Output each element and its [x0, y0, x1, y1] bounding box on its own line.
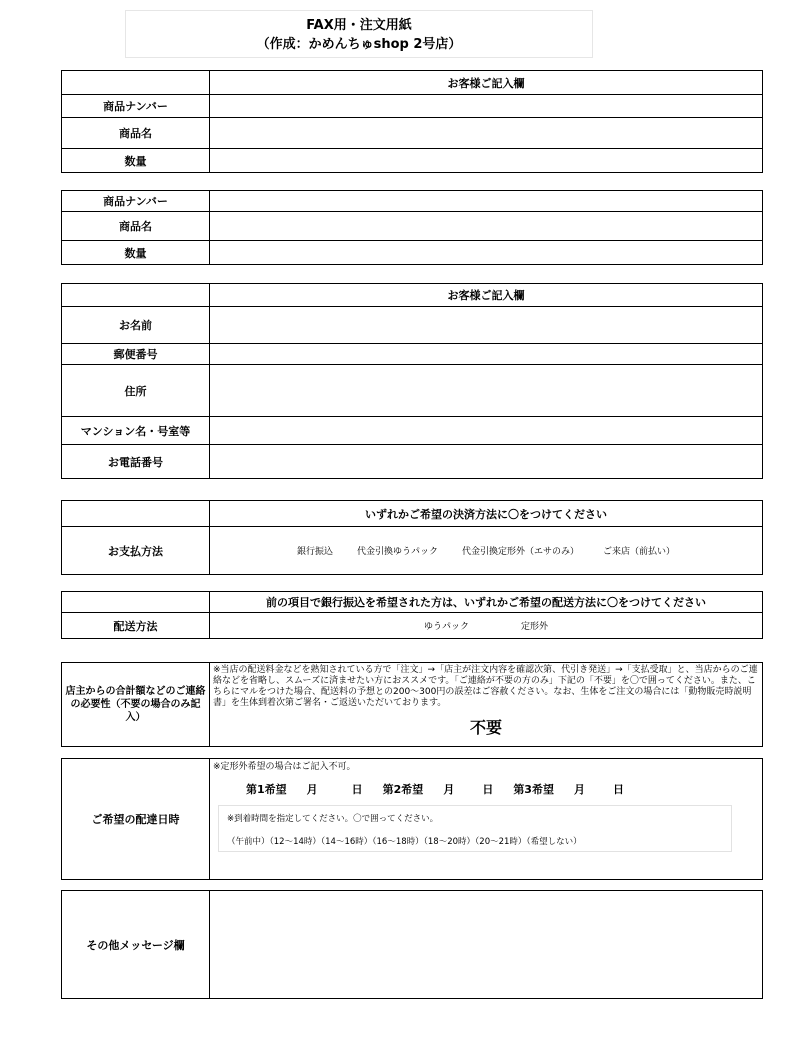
message-field[interactable] [210, 891, 763, 999]
quantity-label: 数量 [62, 241, 210, 265]
contact-cell [210, 663, 763, 747]
month-2[interactable]: 月 [443, 783, 455, 796]
product-table-2 [61, 190, 763, 265]
day-2[interactable]: 日 [482, 783, 494, 796]
product-number-label: 商品ナンバー [62, 191, 210, 212]
name-label: お名前 [62, 307, 210, 344]
quantity-label: 数量 [62, 149, 210, 173]
product-name-label: 商品名 [62, 118, 210, 149]
time-box [218, 805, 732, 852]
blank-cell [62, 284, 210, 307]
product-name-field[interactable] [210, 212, 763, 241]
product-table-1 [61, 70, 763, 173]
title-box [125, 10, 593, 58]
building-field[interactable] [210, 417, 763, 445]
zip-label: 郵便番号 [62, 344, 210, 365]
title-line1: FAX用・注文用紙 [306, 18, 412, 33]
time-options[interactable]: （午前中）（12～14時）（14～16時）（16～18時）（18～20時）（20～21時）（希望しない） [227, 837, 582, 847]
third-choice-label: 第3希望 [513, 783, 554, 796]
blank-cell [62, 501, 210, 527]
name-field[interactable] [210, 307, 763, 344]
month-1[interactable]: 月 [306, 783, 318, 796]
shipping-option-teikeigai[interactable]: 定形外 [521, 622, 549, 632]
zip-field[interactable] [210, 344, 763, 365]
shipping-table [61, 591, 763, 639]
delivery-note: ※定形外希望の場合はご記入不可。 [213, 762, 356, 772]
delivery-label: ご希望の配達日時 [62, 759, 210, 880]
blank-cell [62, 592, 210, 613]
contact-label: 店主からの合計額などのご連絡の必要性（不要の場合のみ記入） [62, 663, 210, 747]
shipping-option-yupack[interactable]: ゆうパック [423, 622, 469, 632]
product-number-field[interactable] [210, 95, 763, 118]
quantity-field[interactable] [210, 149, 763, 173]
first-choice-label: 第1希望 [246, 783, 287, 796]
message-table [61, 890, 763, 999]
month-3[interactable]: 月 [573, 783, 585, 796]
shipping-header: 前の項目で銀行振込を希望された方は、いずれかご希望の配送方法に〇をつけてください [210, 592, 763, 613]
message-label: その他メッセージ欄 [62, 891, 210, 999]
product-number-field[interactable] [210, 191, 763, 212]
building-label: マンション名・号室等 [62, 417, 210, 445]
title-line2: （作成：かめんちゅshop 2号店） [256, 37, 462, 52]
payment-option-cod-teikeigai[interactable]: 代金引換定形外（エサのみ） [462, 547, 580, 557]
payment-label: お支払方法 [62, 527, 210, 575]
customer-header: お客様ご記入欄 [210, 71, 763, 95]
address-field[interactable] [210, 365, 763, 417]
shipping-label: 配送方法 [62, 613, 210, 639]
payment-options [210, 527, 763, 575]
day-3[interactable]: 日 [612, 783, 624, 796]
date-preferences [246, 781, 762, 797]
customer-table [61, 283, 763, 479]
payment-table [61, 500, 763, 575]
contact-table [61, 662, 763, 747]
not-needed-option[interactable]: 不要 [469, 718, 502, 737]
delivery-cell [210, 759, 763, 880]
address-label: 住所 [62, 365, 210, 417]
product-number-label: 商品ナンバー [62, 95, 210, 118]
payment-header: いずれかご希望の決済方法に〇をつけてください [210, 501, 763, 527]
contact-note: ※当店の配送料金などを熟知されている方で「注文」→「店主が注文内容を確認次第、代引き発送」→「支払受取」と、当店からのご連絡などを省略し、スムーズに済ませたい方におススメです。「ご連絡が不要の方のみ」下記の「不要」を〇で囲ってください。また、こちらにマルをつけた場合、配送料の予想との200～300円の誤差はご容赦ください。なお、生体をご注文の場合には「動物販売時説明書」を生体到着次第ご署名・ご返送いただいております。 [213, 665, 758, 708]
shipping-options [210, 613, 763, 639]
day-1[interactable]: 日 [351, 783, 363, 796]
payment-option-bank[interactable]: 銀行振込 [296, 547, 333, 557]
second-choice-label: 第2希望 [382, 783, 424, 796]
product-name-field[interactable] [210, 118, 763, 149]
delivery-table [61, 758, 763, 880]
blank-cell [62, 71, 210, 95]
payment-option-visit[interactable]: ご来店（前払い） [603, 547, 676, 557]
customer-header: お客様ご記入欄 [210, 284, 763, 307]
phone-field[interactable] [210, 445, 763, 479]
phone-label: お電話番号 [62, 445, 210, 479]
payment-option-cod-yupack[interactable]: 代金引換ゆうパック [356, 547, 438, 557]
product-name-label: 商品名 [62, 212, 210, 241]
time-note: ※到着時間を指定してください。〇で囲ってください。 [227, 814, 439, 824]
quantity-field[interactable] [210, 241, 763, 265]
